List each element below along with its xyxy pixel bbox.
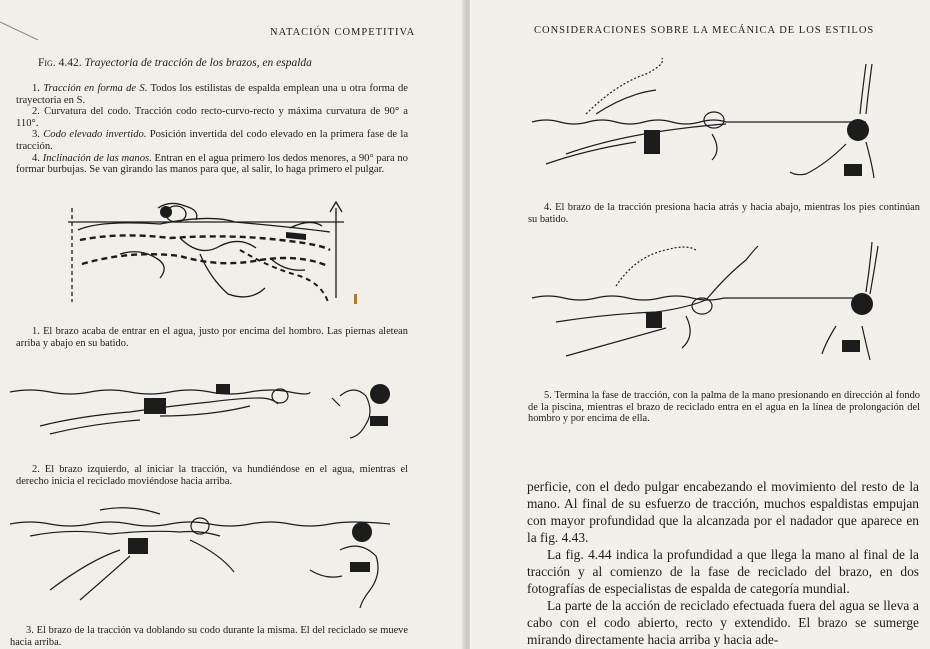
legend-item-3: 3. Codo elevado invertido. Posición invertida del codo elevado en la primera fase de la tracción. <box>16 129 409 152</box>
edge-mark <box>352 290 360 310</box>
caption-5: 5. Termina la fase de tracción, con la palma de la mano presionando en dirección al fondo de la piscina, mientras el brazo de reciclado entra en el agua en la línea de prolongación del hombro y por encima de ella. <box>528 390 920 425</box>
caption-3: 3. El brazo de la tracción va doblando su codo durante la misma. El del reciclado se mueve hacia arriba. <box>10 625 408 648</box>
legend-item-4: 4. Inclinación de las manos. Entran en el agua primero los dedos menores, a 90° para no formar burbujas. Se van girando las manos para que, al salir, lo haga primero el pulgar. <box>16 152 408 176</box>
body-text <box>527 478 919 648</box>
figure-caption: Trayectoria de tracción de los brazos, en espalda <box>84 57 312 69</box>
swimmer-illustration-2 <box>10 376 410 446</box>
body-paragraph-1: perficie, con el dedo pulgar encabezando el movimiento del resto de la mano. Al final de su esfuerzo de tracción, muchos espaldistas empujan con mayor profundidad que la alcanzada por el nadador que aparece en la fig. 4.43. <box>527 479 919 545</box>
left-running-head: NATACIÓN COMPETITIVA <box>270 27 416 38</box>
body-paragraph-2: La fig. 4.44 indica la profundidad a que llega la mano al final de la tracción y al comienzo de la fase de reciclado del brazo, en dos fotografías de especialistas de espalda de categoría mundial. <box>527 547 919 596</box>
figure-label: Fig. 4.42. <box>38 57 82 69</box>
right-running-head: CONSIDERACIONES SOBRE LA MECÁNICA DE LOS ESTILOS <box>534 25 875 36</box>
legend-item-2: 2. Curvatura del codo. Tracción codo recto-curvo-recto y máxima curvatura de 90° a 110°. <box>16 106 408 129</box>
figure-legend-list <box>16 83 408 176</box>
legend-item-1: 1. Tracción en forma de S. Todos los estilistas de espalda emplean una u otra forma de trayectoria en S. <box>16 83 408 106</box>
figure-title <box>38 57 312 69</box>
swimmer-illustration-5 <box>526 236 906 376</box>
right-page <box>470 0 930 649</box>
swimmer-illustration-4 <box>526 54 906 194</box>
caption-4: 4. El brazo de la tracción presiona hacia atrás y hacia abajo, mientras los pies continúan su batido. <box>528 202 920 225</box>
page-corner-fold <box>0 0 40 40</box>
trajectory-illustration <box>60 198 360 310</box>
body-paragraph-3: La parte de la acción de reciclado efectuada fuera del agua se lleva a cabo con el codo abierto, recto y extendido. El brazo se sumerge mirando directamente hacia arriba y hacia ade- <box>527 598 919 647</box>
caption-2: 2. El brazo izquierdo, al iniciar la tracción, va hundiéndose en el agua, mientras el derecho inicia el reciclado moviéndose hacia arriba. <box>16 464 408 487</box>
caption-1: 1. El brazo acaba de entrar en el agua, justo por encima del hombro. Las piernas aletean arriba y abajo en su batido. <box>16 326 408 349</box>
swimmer-illustration-3 <box>10 500 410 610</box>
